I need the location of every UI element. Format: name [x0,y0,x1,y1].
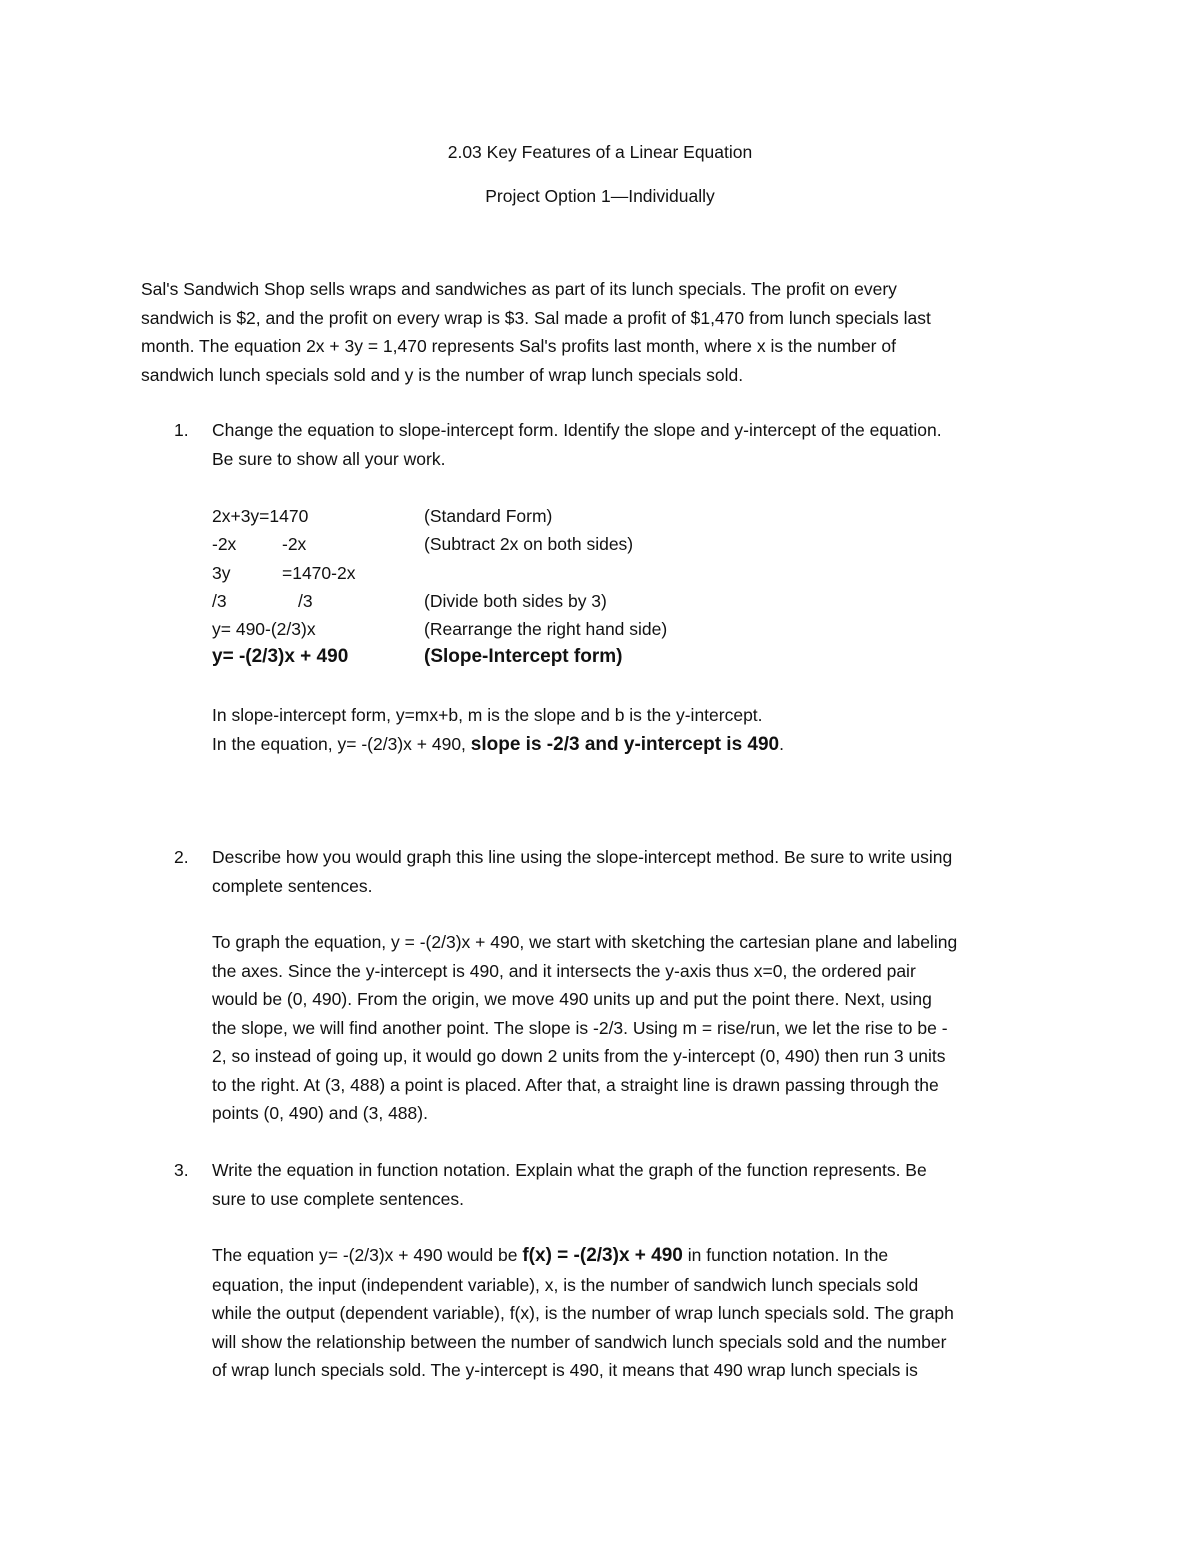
function-notation: f(x) = -(2/3)x + 490 [522,1245,683,1266]
answer-line: while the output (dependent variable), f(x), is the number of wrap lunch specials sold. The graph [212,1303,954,1323]
work-step [212,615,912,643]
answer-line: the slope, we will find another point. The slope is -2/3. Using m = rise/run, we let the rise to be - [212,1017,948,1038]
question-3-text [212,1156,1072,1213]
answer-line: to the right. At (3, 488) a point is placed. After that, a straight line is drawn passing through the [212,1074,939,1095]
work-lhs: -2x [212,534,237,554]
intro-line: sandwich is $2, and the profit on every wrap is $3. Sal made a profit of $1,470 from lunch specials last [141,307,931,328]
answer-line: points (0, 490) and (3, 488). [212,1103,428,1123]
answer-line [212,1241,1072,1271]
work-step [212,587,912,615]
explanation-line [212,730,1072,760]
answer-line: the axes. Since the y-intercept is 490, and it intersects the y-axis thus x=0, the ordered pair [212,960,916,981]
work-note: (Divide both sides by 3) [424,591,607,611]
answer-line: would be (0, 490). From the origin, we move 490 units up and put the point there. Next, using [212,989,932,1009]
intro-line: sandwich lunch specials sold and y is the number of wrap lunch specials sold. [141,364,744,385]
work-lhs: 2x+3y=1470 [212,506,309,526]
answer-prefix: The equation y= -(2/3)x + 490 would be [212,1245,523,1265]
document-subtitle: Project Option 1—Individually [485,186,715,206]
intro-line: month. The equation 2x + 3y = 1,470 represents Sal's profits last month, where x is the number of [141,336,896,356]
question-line: sure to use complete sentences. [212,1188,464,1209]
work-rhs: /3 [298,591,313,611]
work-step-final [212,643,912,671]
work-note: (Subtract 2x on both sides) [424,534,634,554]
question-2-number: 2. [174,847,189,867]
explanation-prefix: In the equation, y= -(2/3)x + 490, [212,733,471,754]
answer-line: 2, so instead of going up, it would go down 2 units from the y-intercept (0, 490) then run 3 units [212,1046,946,1066]
work-lhs: y= 490-(2/3)x [212,619,316,639]
answer-line: of wrap lunch specials sold. The y-intercept is 490, it means that 490 wrap lunch specials is [212,1360,918,1380]
question-line: complete sentences. [212,875,373,896]
question-1-text [212,416,1072,473]
explanation-answer: slope is -2/3 and y-intercept is 490 [470,733,780,755]
work-note: (Slope-Intercept form) [424,646,623,667]
intro-paragraph [141,275,1061,389]
work-step [212,559,912,587]
work-lhs: y= -(2/3)x + 490 [212,646,349,667]
answer-line: To graph the equation, y = -(2/3)x + 490, we start with sketching the cartesian plane and labeling [212,932,958,952]
work-step [212,530,912,558]
question-2-text [212,843,1072,900]
question-1-explanation [212,701,1072,759]
explanation-suffix: . [779,733,784,754]
question-line: Describe how you would graph this line using the slope-intercept method. Be sure to write using [212,847,953,867]
work-lhs: /3 [212,591,227,611]
question-line: Change the equation to slope-intercept form. Identify the slope and y-intercept of the equation. [212,420,942,440]
answer-line: equation, the input (independent variable), x, is the number of sandwich lunch specials sold [212,1274,919,1295]
question-3-number: 3. [174,1160,189,1180]
work-step [212,502,912,530]
work-rhs: =1470-2x [282,563,356,583]
work-rhs: -2x [282,534,307,554]
question-2-answer [212,928,1072,1128]
question-line: Write the equation in function notation. Explain what the graph of the function represents. Be [212,1160,927,1180]
document-title: 2.03 Key Features of a Linear Equation [447,142,753,162]
question-3-answer [212,1241,1072,1385]
question-line: Be sure to show all your work. [212,448,446,469]
work-note: (Standard Form) [424,506,553,526]
explanation-line: In slope-intercept form, y=mx+b, m is the slope and b is the y-intercept. [212,705,763,725]
question-1-number: 1. [174,420,189,440]
answer-line: will show the relationship between the number of sandwich lunch specials sold and the number [212,1331,947,1352]
work-lhs: 3y [212,563,231,583]
intro-line: Sal's Sandwich Shop sells wraps and sandwiches as part of its lunch specials. The profit on every [141,279,897,299]
answer-suffix: in function notation. In the [682,1245,889,1265]
work-note: (Rearrange the right hand side) [424,619,668,639]
